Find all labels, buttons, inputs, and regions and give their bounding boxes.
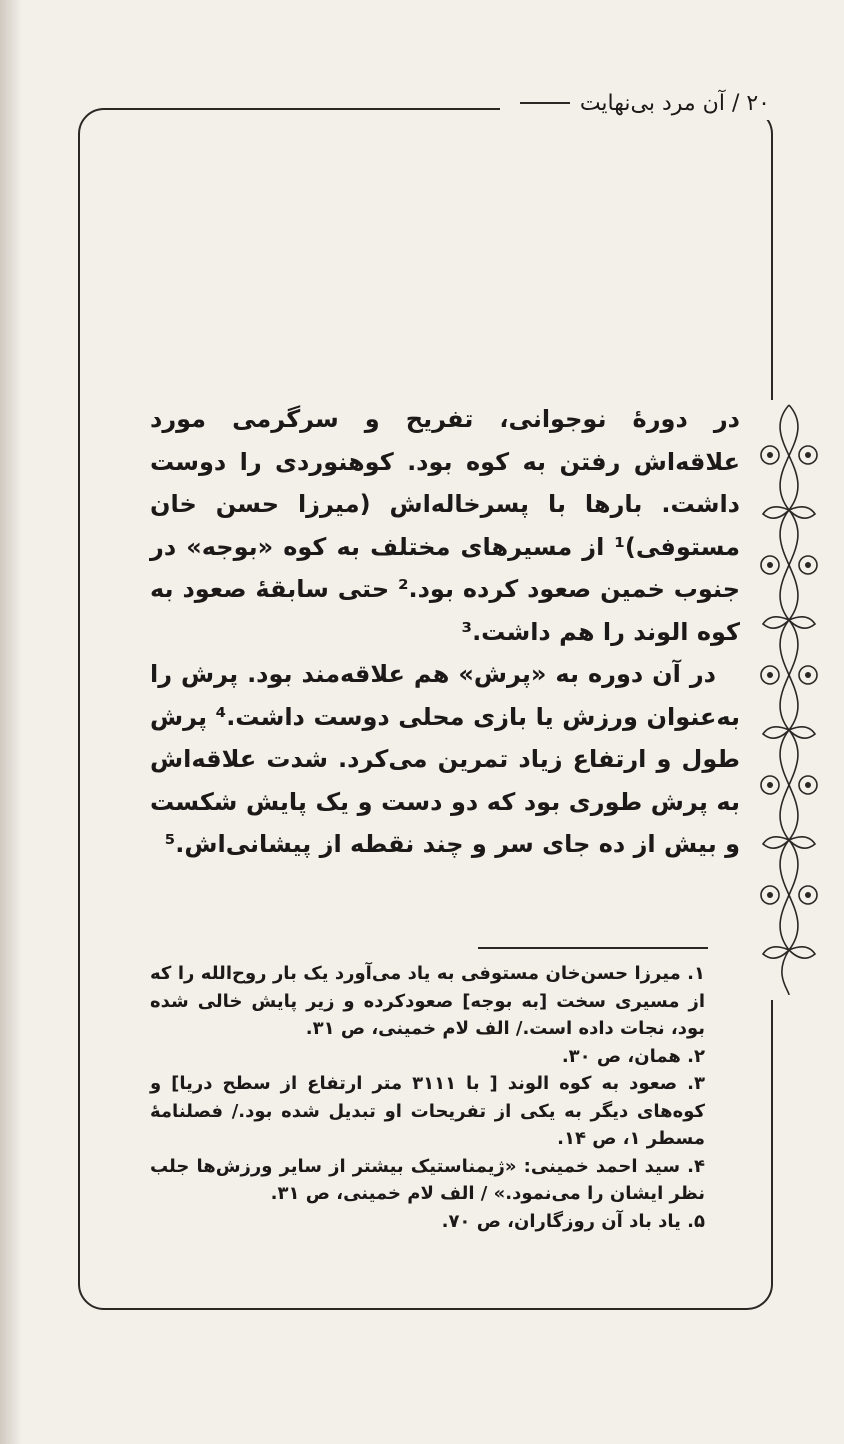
- footnote-separator: [478, 947, 708, 949]
- footnote-3: ۳. صعود به کوه الوند [ با ۳۱۱۱ متر ارتفاع از سطح دریا] و کوه‌های دیگر به یکی از تفریحات او تبدیل شده بود./ فصلنامهٔ مسطر ۱، ص ۱۴.: [150, 1073, 705, 1149]
- paragraph-1: در دورهٔ نوجوانی، تفریح و سرگرمی مورد علاقه‌اش رفتن به کوه بود. کوهنوردی را دوست داشت. بارها با پسرخاله‌اش (میرزا حسن خان مستوفی)¹ از مسیرهای مختلف به کوه «بوجه» در جنوب خمین صعود کرده بود.² حتی سابقهٔ صعود به کوه الوند را هم داشت.³: [150, 405, 740, 646]
- floral-ornament: [748, 400, 830, 1000]
- paragraph-2: در آن دوره به «پرش» هم علاقه‌مند بود. پرش را به‌عنوان ورزش یا بازی محلی دوست داشت.⁴ پرش طول و ارتفاع زیاد تمرین می‌کرد. شدت علاقه‌اش به پرش طوری بود که دو دست و یک پایش شکست و بیش از ده جای سر و چند نقطه از پیشانی‌اش.⁵: [150, 660, 740, 858]
- footnote-1: ۱. میرزا حسن‌خان مستوفی به یاد می‌آورد یک بار روح‌الله را که از مسیری سخت [به بوجه] صعودکرده و زیر پایش خالی شده بود، نجات داده است./ الف لام خمینی، ص ۳۱.: [150, 963, 705, 1039]
- running-title: ۲۰ / آن مرد بی‌نهایت: [579, 90, 770, 116]
- footnote-4: ۴. سید احمد خمینی: «ژیمناستیک بیشتر از سایر ورزش‌ها جلب نظر ایشان را می‌نمود.» / الف لام خمینی، ص ۳۱.: [150, 1155, 705, 1204]
- running-header: [520, 86, 770, 120]
- footnotes: [150, 960, 705, 1235]
- main-text: [150, 398, 740, 866]
- floral-vine-icon: [748, 400, 830, 1000]
- page-edge-shadow: [0, 0, 22, 1444]
- footnote-2: ۲. همان، ص ۳۰.: [561, 1045, 705, 1067]
- header-rule: [520, 102, 570, 104]
- footnote-5: ۵. یاد باد آن روزگاران، ص ۷۰.: [441, 1210, 705, 1232]
